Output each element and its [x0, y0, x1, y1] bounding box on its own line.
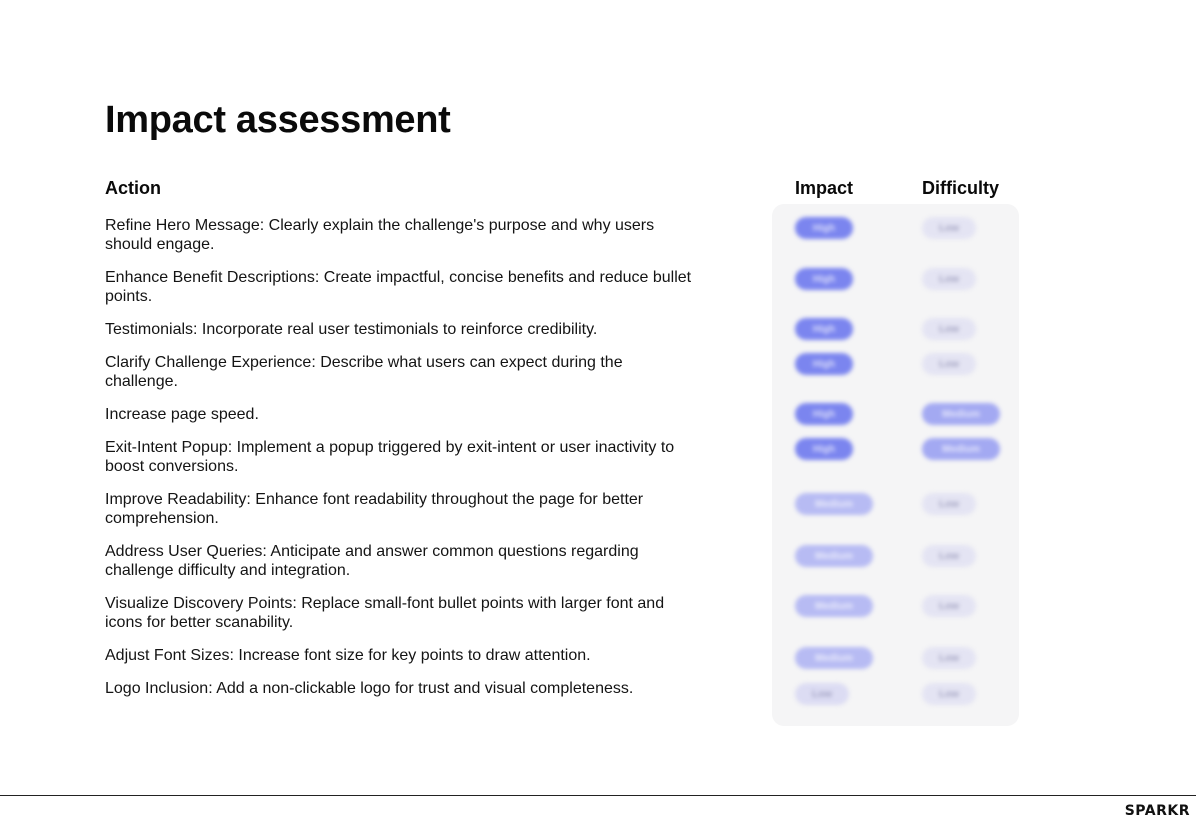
difficulty-badge: Low	[922, 318, 976, 340]
action-text: Improve Readability: Enhance font readability throughout the page for better comprehension.	[105, 491, 644, 527]
action-text: Refine Hero Message: Clearly explain the challenge's purpose and why users should engage.	[105, 217, 655, 253]
action-text: Logo Inclusion: Add a non-clickable logo for trust and visual completeness.	[105, 680, 634, 697]
impact-badge: High	[795, 268, 853, 290]
impact-badge: Medium	[795, 545, 873, 567]
impact-badge: Low	[795, 683, 849, 705]
difficulty-badge: Low	[922, 545, 976, 567]
action-text: Visualize Discovery Points: Replace small-font bullet points with larger font and icons for better scanability.	[105, 595, 665, 631]
action-text: Clarify Challenge Experience: Describe what users can expect during the challenge.	[105, 354, 623, 390]
action-text: Increase page speed.	[105, 406, 259, 423]
action-text: Exit-Intent Popup: Implement a popup triggered by exit-intent or user inactivity to boost conversions.	[105, 439, 675, 475]
column-header-difficulty: Difficulty	[922, 178, 1000, 198]
impact-badge: Medium	[795, 493, 873, 515]
action-text: Address User Queries: Anticipate and answer common questions regarding challenge difficulty and integration.	[105, 543, 639, 579]
difficulty-badge: Low	[922, 353, 976, 375]
footer-divider	[0, 795, 1196, 796]
impact-badge: Medium	[795, 595, 873, 617]
difficulty-badge: Low	[922, 268, 976, 290]
impact-badge: High	[795, 438, 853, 460]
action-text: Adjust Font Sizes: Increase font size for key points to draw attention.	[105, 647, 591, 664]
action-text: Testimonials: Incorporate real user testimonials to reinforce credibility.	[105, 321, 598, 338]
impact-badge: High	[795, 217, 853, 239]
brand-logo: SPARKR	[1124, 803, 1190, 819]
difficulty-badge: Medium	[922, 438, 1000, 460]
impact-badge: High	[795, 318, 853, 340]
column-header-action: Action	[105, 178, 161, 198]
difficulty-badge: Low	[922, 683, 976, 705]
page-title: Impact assessment	[105, 99, 451, 141]
impact-badge: Medium	[795, 647, 873, 669]
difficulty-badge: Low	[922, 647, 976, 669]
action-text: Enhance Benefit Descriptions: Create impactful, concise benefits and reduce bullet points.	[105, 269, 692, 305]
difficulty-badge: Medium	[922, 403, 1000, 425]
column-header-impact: Impact	[795, 178, 854, 198]
impact-badge: High	[795, 403, 853, 425]
impact-badge: High	[795, 353, 853, 375]
difficulty-badge: Low	[922, 217, 976, 239]
difficulty-badge: Low	[922, 595, 976, 617]
difficulty-badge: Low	[922, 493, 976, 515]
